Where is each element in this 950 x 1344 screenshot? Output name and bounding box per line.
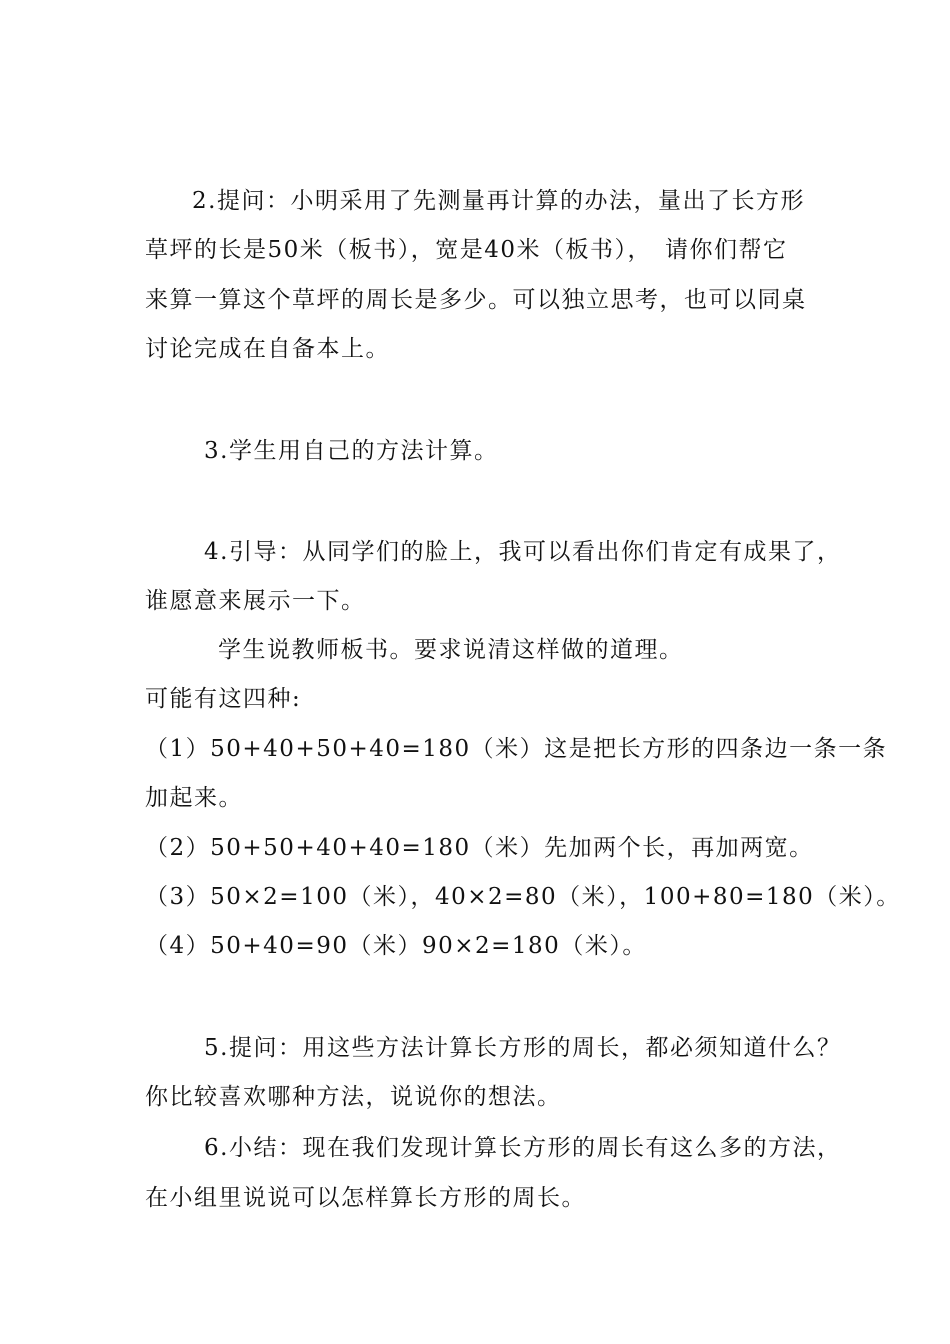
- paragraph-4-line-2: 谁愿意来展示一下。: [145, 588, 366, 614]
- paragraph-2-line-3: 来算一算这个草坪的周长是多少。可以独立思考，也可以同桌: [145, 287, 807, 313]
- method-1-line-2: 加起来。: [145, 785, 243, 811]
- paragraph-6-line-2: 在小组里说说可以怎样算长方形的周长。: [145, 1185, 586, 1211]
- method-2: （2）50+50+40+40=180（米）先加两个长，再加两宽。: [145, 835, 814, 861]
- method-4: （4）50+40=90（米）90×2=180（米）。: [145, 933, 647, 959]
- paragraph-6-line-1: 6.小结：现在我们发现计算长方形的周长有这么多的方法，: [204, 1135, 842, 1161]
- paragraph-5-line-2: 你比较喜欢哪种方法，说说你的想法。: [145, 1084, 562, 1110]
- method-1-line-1: （1）50+40+50+40=180（米）这是把长方形的四条边一条一条: [145, 736, 888, 762]
- paragraph-2-line-1: 2.提问：小明采用了先测量再计算的办法，量出了长方形: [192, 188, 805, 214]
- method-3: （3）50×2=100（米），40×2=80（米），100+80=180（米）。: [145, 884, 901, 910]
- paragraph-2-line-4: 讨论完成在自备本上。: [145, 336, 390, 362]
- paragraph-3-line-1: 3.学生用自己的方法计算。: [204, 438, 499, 464]
- paragraph-4-line-4: 可能有这四种:: [145, 686, 302, 712]
- paragraph-4-line-1: 4.引导：从同学们的脸上，我可以看出你们肯定有成果了，: [204, 539, 842, 565]
- paragraph-5-line-1: 5.提问：用这些方法计算长方形的周长，都必须知道什么？: [204, 1035, 842, 1061]
- paragraph-4-line-3: 学生说教师板书。要求说清这样做的道理。: [218, 637, 684, 663]
- paragraph-2-line-2: 草坪的长是50米（板书），宽是40米（板书）， 请你们帮它: [145, 237, 788, 263]
